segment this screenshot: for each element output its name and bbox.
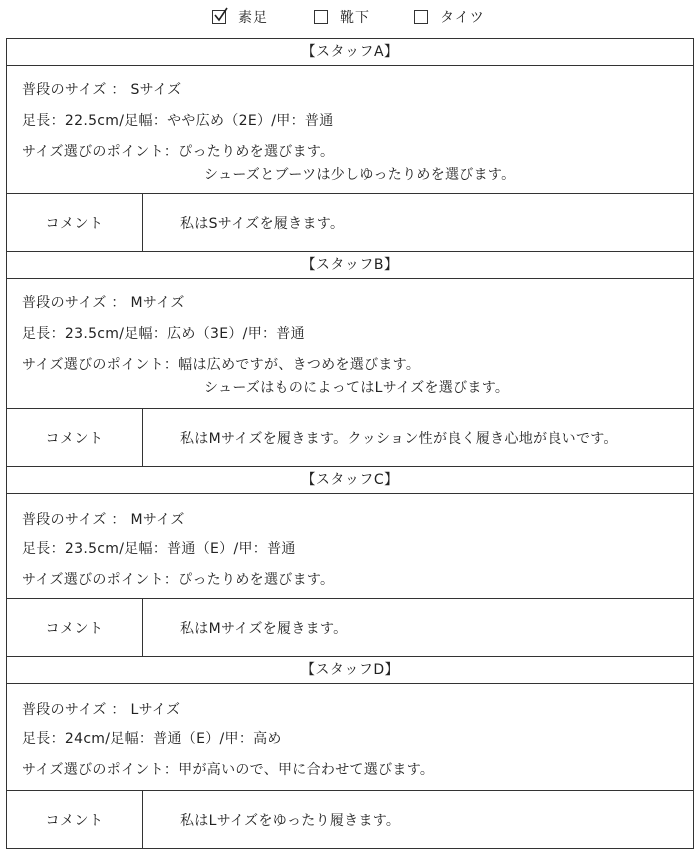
comment-text: 私はMサイズを履きます。クッション性が良く履き心地が良いです。 xyxy=(180,430,618,447)
comment-text: 私はMサイズを履きます。 xyxy=(180,620,348,637)
staff-header: 【スタッフC】 xyxy=(7,467,693,494)
size-point-extra: シューズはものによってはLサイズを選びます。 xyxy=(204,380,510,396)
comment-text: 私はSサイズを履きます。 xyxy=(180,215,345,232)
comment-label: コメント xyxy=(7,791,143,848)
comment-label: コメント xyxy=(7,194,143,251)
legend-item-tights xyxy=(414,7,485,27)
size-point: サイズ選びのポイント：ぴったりめを選びます。 xyxy=(22,572,335,588)
comment-text: 私はLサイズをゆったり履きます。 xyxy=(180,812,401,829)
legend-item-barefoot xyxy=(212,7,268,27)
staff-info xyxy=(7,684,693,791)
staff-header: 【スタッフD】 xyxy=(7,657,693,684)
staff-header: 【スタッフB】 xyxy=(7,252,693,279)
size-point: サイズ選びのポイント：ぴったりめを選びます。 xyxy=(22,144,335,160)
legend-item-socks xyxy=(314,7,370,27)
size-point-extra: シューズとブーツは少しゆったりめを選びます。 xyxy=(204,167,516,183)
foot-measurements: 足長：22.5cm/足幅：やや広め（2E）/甲：普通 xyxy=(22,113,334,129)
usual-size: 普段のサイズ ： Mサイズ xyxy=(22,512,185,528)
comment-row xyxy=(7,409,693,467)
checkbox-empty-icon xyxy=(314,10,328,24)
size-point: サイズ選びのポイント：甲が高いので、甲に合わせて選びます。 xyxy=(22,762,435,778)
staff-info xyxy=(7,494,693,599)
comment-row xyxy=(7,599,693,657)
foot-measurements: 足長：23.5cm/足幅：広め（3E）/甲：普通 xyxy=(22,326,305,342)
legend-label: 素足 xyxy=(238,10,268,26)
comment-row xyxy=(7,194,693,252)
comment-label: コメント xyxy=(7,409,143,466)
foot-measurements: 足長：23.5cm/足幅：普通（E）/甲：普通 xyxy=(22,541,296,557)
checkbox-checked-icon xyxy=(212,10,226,24)
comment-label: コメント xyxy=(7,599,143,656)
staff-header: 【スタッフA】 xyxy=(7,39,693,66)
legend xyxy=(0,0,700,34)
checkbox-empty-icon xyxy=(414,10,428,24)
usual-size: 普段のサイズ ： Mサイズ xyxy=(22,295,185,311)
staff-info xyxy=(7,66,693,194)
staff-info xyxy=(7,279,693,409)
staff-size-table xyxy=(6,38,694,849)
size-point: サイズ選びのポイント：幅は広めですが、きつめを選びます。 xyxy=(22,357,421,373)
legend-label: 靴下 xyxy=(340,10,370,26)
usual-size: 普段のサイズ ： Sサイズ xyxy=(22,82,182,98)
legend-label: タイツ xyxy=(440,10,485,26)
usual-size: 普段のサイズ ： Lサイズ xyxy=(22,702,181,718)
foot-measurements: 足長：24cm/足幅：普通（E）/甲：高め xyxy=(22,731,282,747)
comment-row xyxy=(7,791,693,848)
